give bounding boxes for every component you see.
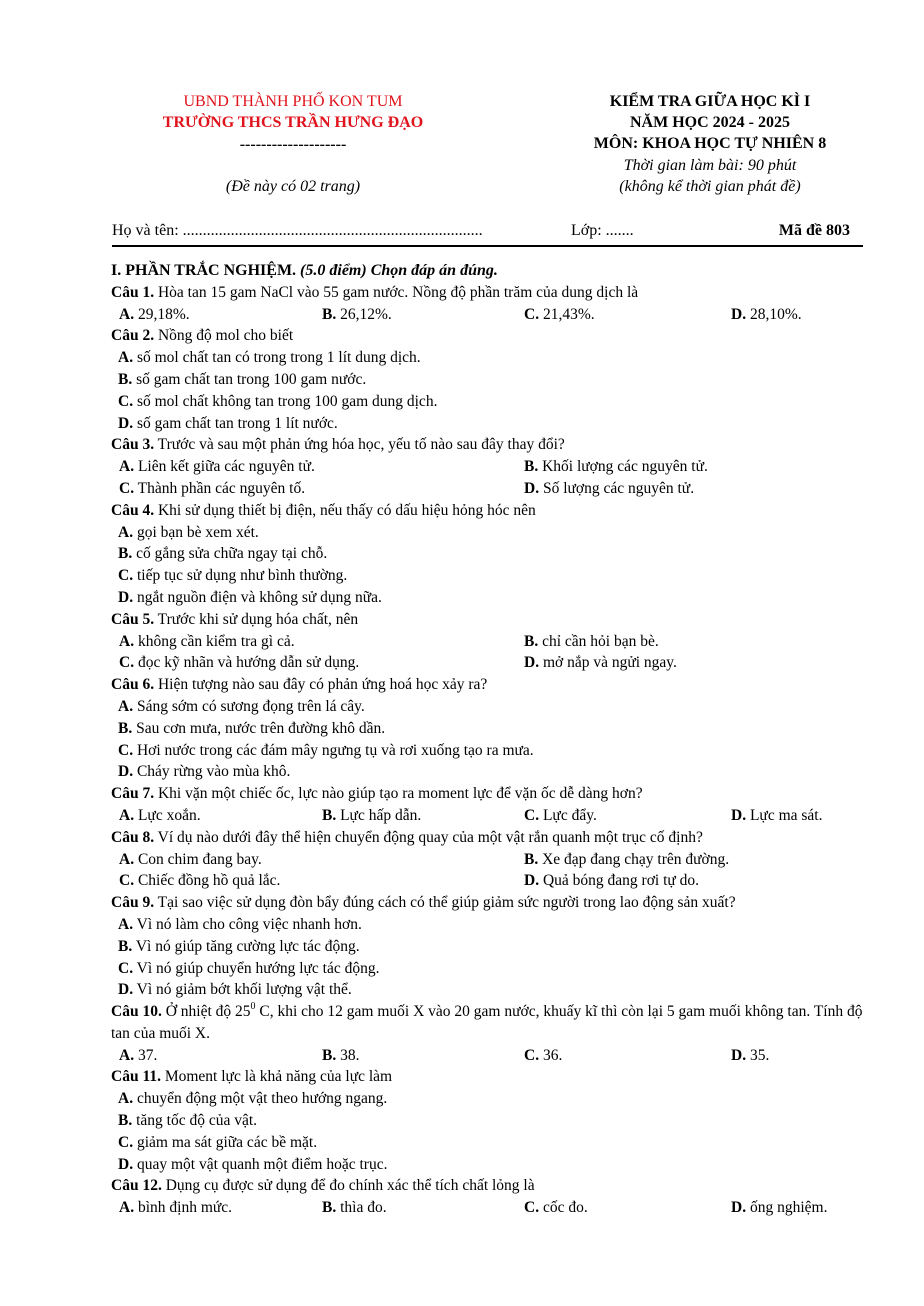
option-text: Vì nó giảm bớt khối lượng vật thể.: [133, 981, 352, 999]
option-letter: C.: [524, 1199, 540, 1217]
option-letter: C.: [118, 1133, 134, 1151]
school-year: NĂM HỌC 2024 - 2025: [630, 114, 790, 131]
option-letter: B.: [118, 545, 133, 563]
option-letter: B.: [322, 305, 337, 323]
option-text: giảm ma sát giữa các bề mặt.: [133, 1133, 318, 1151]
question-text: Trước và sau một phản ứng hóa học, yếu tố nào sau đây thay đổi?: [154, 436, 565, 454]
option-letter: D.: [731, 1046, 747, 1064]
options-grid: [111, 304, 863, 326]
option-d: [118, 1156, 387, 1173]
question-1: [111, 282, 863, 326]
option-letter: B.: [322, 1046, 337, 1064]
option-text: tiếp tục sử dụng như bình thường.: [133, 567, 348, 585]
question-10: [111, 1001, 863, 1066]
option-d: [524, 870, 699, 892]
option-a: [119, 304, 190, 326]
question-3: [111, 434, 863, 499]
option-text: mở nắp và ngửi ngay.: [539, 654, 677, 672]
option-letter: D.: [731, 806, 747, 824]
question-5: [111, 609, 863, 674]
option-text: 26,12%.: [336, 305, 392, 323]
option-letter: C.: [119, 654, 135, 672]
option-c: [119, 870, 280, 892]
option-letter: A.: [119, 806, 135, 824]
option-text: không cần kiểm tra gì cả.: [134, 632, 295, 650]
option-text: Số lượng các nguyên tử.: [539, 479, 695, 497]
option-a: [118, 1090, 387, 1107]
question-9: [111, 892, 863, 1001]
option-c: [118, 1134, 317, 1151]
subject: MÔN: KHOA HỌC TỰ NHIÊN 8: [593, 135, 827, 152]
option-d: [731, 805, 822, 827]
option-a: [119, 1197, 232, 1219]
option-c: [119, 478, 305, 500]
option-b: [322, 304, 392, 326]
exam-title: KIỂM TRA GIỮA HỌC KÌ I: [609, 93, 811, 110]
option-b: [118, 1112, 257, 1129]
option-text: Sau cơn mưa, nước trên đường khô dần.: [132, 719, 386, 737]
option-text: 36.: [539, 1046, 563, 1064]
option-text: 37.: [134, 1046, 158, 1064]
question-7: [111, 783, 863, 827]
header-divider: --------------------: [239, 136, 347, 153]
option-letter: A.: [119, 1199, 135, 1217]
student-name-field: Họ và tên: ...........................................................................: [112, 222, 483, 239]
option-b: [524, 456, 708, 478]
option-letter: D.: [524, 654, 540, 672]
option-text: cốc đo.: [539, 1199, 588, 1217]
option-a: [119, 456, 315, 478]
option-d: [524, 652, 677, 674]
question-list: [111, 282, 863, 1219]
question-label: Câu 6.: [111, 676, 155, 694]
question-stem: [111, 282, 863, 304]
section-title: I. PHẦN TRẮC NGHIỆM.: [111, 262, 297, 279]
option-text: số gam chất tan trong 1 lít nước.: [133, 414, 338, 432]
question-label: Câu 3.: [111, 436, 155, 454]
option-d: [731, 1197, 827, 1219]
option-letter: A.: [118, 915, 134, 933]
question-text: Nồng độ mol cho biết: [154, 327, 294, 345]
option-d: [524, 478, 694, 500]
option-text: 21,43%.: [539, 305, 595, 323]
option-a: [119, 805, 201, 827]
question-stem: [111, 325, 863, 347]
header-rule: [112, 245, 863, 247]
question-label: Câu 2.: [111, 327, 155, 345]
option-letter: A.: [119, 1046, 135, 1064]
option-a: [118, 349, 421, 366]
option-letter: D.: [118, 981, 134, 999]
option-letter: C.: [118, 959, 134, 977]
question-stem: [111, 609, 863, 631]
option-b: [524, 849, 729, 871]
question-8: [111, 827, 863, 892]
option-text: Vì nó làm cho công việc nhanh hơn.: [133, 915, 362, 933]
option-c: [118, 960, 380, 977]
option-b: [118, 545, 327, 562]
option-letter: C.: [119, 479, 135, 497]
option-text: Cháy rừng vào mùa khô.: [133, 763, 291, 781]
section-heading: [111, 260, 863, 282]
option-b: [322, 1197, 387, 1219]
options-list: [111, 522, 863, 609]
question-stem: [111, 674, 863, 696]
option-letter: D.: [118, 763, 134, 781]
option-text: chuyển động một vật theo hướng ngang.: [133, 1090, 388, 1108]
option-text: Vì nó giúp chuyển hướng lực tác động.: [133, 959, 380, 977]
option-text: ngắt nguồn điện và không sử dụng nữa.: [133, 588, 382, 606]
option-a: [119, 1045, 157, 1067]
option-letter: C.: [118, 741, 134, 759]
options-grid: [111, 1197, 863, 1219]
question-label: Câu 11.: [111, 1068, 161, 1086]
question-text: Khi vặn một chiếc ốc, lực nào giúp tạo ra moment lực để vặn ốc dễ dàng hơn?: [154, 785, 643, 803]
question-label: Câu 12.: [111, 1177, 162, 1195]
school-name: TRƯỜNG THCS TRẦN HƯNG ĐẠO: [162, 114, 424, 131]
option-text: quay một vật quanh một điểm hoặc trục.: [133, 1155, 388, 1173]
option-letter: D.: [731, 305, 747, 323]
option-text: 29,18%.: [134, 305, 190, 323]
option-text: số gam chất tan trong 100 gam nước.: [132, 370, 367, 388]
option-text: Chiếc đồng hồ quả lắc.: [134, 872, 281, 890]
option-d: [118, 415, 338, 432]
option-letter: D.: [524, 479, 540, 497]
exam-code: Mã đề 803: [778, 222, 850, 239]
option-text: Lực xoắn.: [134, 806, 201, 824]
option-text: Xe đạp đang chạy trên đường.: [538, 850, 730, 868]
option-letter: B.: [322, 806, 337, 824]
option-b: [118, 938, 360, 955]
question-stem: [111, 434, 863, 456]
option-letter: C.: [524, 1046, 540, 1064]
degree-superscript: 0: [250, 1000, 256, 1012]
question-text-continued: C, khi cho 12 gam muối X vào 20 gam nước, khuấy kĩ thì còn lại 5 gam muối không tan. Tính độ tan của muối X.: [111, 1003, 863, 1042]
question-text: Ví dụ nào dưới đây thể hiện chuyển động quay của một vật rắn quanh một trục cố định?: [154, 828, 703, 846]
option-letter: B.: [524, 850, 539, 868]
option-letter: A.: [118, 1090, 134, 1108]
option-text: 28,10%.: [746, 305, 802, 323]
options-grid: [111, 849, 863, 893]
option-c: [524, 805, 597, 827]
option-text: đọc kỹ nhãn và hướng dẫn sử dụng.: [134, 654, 360, 672]
question-text: Dụng cụ được sử dụng để đo chính xác thể tích chất lỏng là: [161, 1177, 535, 1195]
question-label: Câu 10.: [111, 1003, 162, 1021]
question-text: Khi sử dụng thiết bị điện, nếu thấy có dấu hiệu hỏng hóc nên: [154, 501, 536, 519]
question-stem: [111, 1175, 863, 1197]
option-letter: A.: [119, 632, 135, 650]
duration: Thời gian làm bài: 90 phút: [623, 157, 797, 174]
option-d: [118, 589, 382, 606]
question-6: [111, 674, 863, 783]
option-text: Vì nó giúp tăng cường lực tác động.: [132, 937, 360, 955]
question-text: Ở nhiệt độ 25: [161, 1003, 251, 1021]
option-text: Quả bóng đang rơi tự do.: [539, 872, 700, 890]
option-letter: B.: [322, 1199, 337, 1217]
question-text: Tại sao việc sử dụng đòn bẩy đúng cách có thể giúp giảm sức người trong lao động sản xuất?: [154, 894, 736, 912]
options-grid: [111, 456, 863, 500]
option-letter: D.: [118, 414, 134, 432]
option-text: cố gắng sửa chữa ngay tại chỗ.: [132, 545, 328, 563]
option-text: Con chim đang bay.: [134, 850, 262, 868]
question-label: Câu 8.: [111, 828, 155, 846]
pages-note: (Đề này có 02 trang): [225, 178, 361, 195]
option-c: [118, 567, 347, 584]
option-text: Lực ma sát.: [746, 806, 823, 824]
option-text: gọi bạn bè xem xét.: [133, 523, 259, 541]
option-a: [119, 631, 295, 653]
options-grid: [111, 1045, 863, 1067]
option-text: Sáng sớm có sương đọng trên lá cây.: [133, 697, 365, 715]
question-2: [111, 325, 863, 434]
option-letter: A.: [119, 850, 135, 868]
duration-note: (không kể thời gian phát đề): [619, 178, 801, 195]
options-list: [111, 1088, 863, 1175]
option-text: bình định mức.: [134, 1199, 233, 1217]
options-grid: [111, 631, 863, 675]
question-label: Câu 4.: [111, 501, 155, 519]
options-list: [111, 696, 863, 783]
option-a: [118, 698, 365, 715]
option-b: [524, 631, 659, 653]
question-stem: [111, 783, 863, 805]
option-c: [524, 1045, 562, 1067]
option-c: [119, 652, 359, 674]
option-letter: C.: [118, 392, 134, 410]
question-text: Moment lực là khả năng của lực làm: [160, 1068, 393, 1086]
option-text: 38.: [336, 1046, 360, 1064]
option-text: Khối lượng các nguyên tử.: [538, 458, 708, 476]
option-letter: B.: [524, 632, 539, 650]
question-11: [111, 1066, 863, 1175]
option-b: [118, 371, 366, 388]
option-letter: B.: [118, 937, 133, 955]
question-12: [111, 1175, 863, 1219]
option-text: số mol chất tan có trong trong 1 lít dung dịch.: [133, 349, 421, 367]
option-letter: B.: [118, 1112, 133, 1130]
question-stem: [111, 500, 863, 522]
question-stem: [111, 892, 863, 914]
exam-content: [111, 260, 863, 1219]
option-letter: D.: [524, 872, 540, 890]
option-letter: A.: [119, 458, 135, 476]
options-grid: [111, 805, 863, 827]
option-c: [118, 742, 534, 759]
option-text: số mol chất không tan trong 100 gam dung dịch.: [133, 392, 438, 410]
option-a: [118, 524, 259, 541]
option-letter: C.: [119, 872, 135, 890]
option-letter: A.: [118, 349, 134, 367]
option-text: Lực đẩy.: [539, 806, 597, 824]
option-d: [731, 304, 802, 326]
option-letter: B.: [118, 719, 133, 737]
question-stem: [111, 1001, 863, 1045]
option-text: Liên kết giữa các nguyên tử.: [134, 458, 315, 476]
option-d: [731, 1045, 769, 1067]
option-letter: D.: [118, 588, 134, 606]
class-field: Lớp: .......: [571, 222, 634, 239]
question-label: Câu 7.: [111, 785, 155, 803]
option-a: [119, 849, 262, 871]
option-letter: B.: [524, 458, 539, 476]
department-name: UBND THÀNH PHỐ KON TUM: [183, 93, 403, 110]
option-letter: D.: [731, 1199, 747, 1217]
options-list: [111, 347, 863, 434]
option-a: [118, 916, 362, 933]
option-d: [118, 763, 290, 780]
option-letter: D.: [118, 1155, 134, 1173]
question-label: Câu 9.: [111, 894, 155, 912]
option-c: [524, 304, 595, 326]
option-text: Thành phần các nguyên tố.: [134, 479, 306, 497]
option-b: [322, 1045, 359, 1067]
question-label: Câu 5.: [111, 610, 155, 628]
option-text: 35.: [746, 1046, 770, 1064]
option-text: chỉ cần hỏi bạn bè.: [538, 632, 659, 650]
option-text: tăng tốc độ của vật.: [132, 1112, 258, 1130]
question-text: Trước khi sử dụng hóa chất, nên: [154, 610, 359, 628]
option-letter: C.: [118, 567, 134, 585]
question-text: Hiện tượng nào sau đây có phản ứng hoá học xảy ra?: [154, 676, 488, 694]
option-letter: A.: [118, 697, 134, 715]
option-letter: A.: [119, 305, 135, 323]
question-label: Câu 1.: [111, 283, 155, 301]
option-d: [118, 981, 352, 998]
option-letter: B.: [118, 370, 133, 388]
option-text: ống nghiệm.: [746, 1199, 828, 1217]
question-text: Hòa tan 15 gam NaCl vào 55 gam nước. Nồng độ phần trăm của dung dịch là: [154, 283, 639, 301]
question-stem: [111, 827, 863, 849]
option-b: [118, 720, 385, 737]
option-letter: C.: [524, 806, 540, 824]
option-text: Hơi nước trong các đám mây ngưng tụ và rơi xuống tạo ra mưa.: [133, 741, 534, 759]
section-note: (5.0 điểm) Chọn đáp án đúng.: [296, 262, 498, 279]
options-list: [111, 914, 863, 1001]
option-letter: C.: [524, 305, 540, 323]
option-text: thìa đo.: [336, 1199, 387, 1217]
option-c: [118, 393, 437, 410]
option-letter: A.: [118, 523, 134, 541]
question-4: [111, 500, 863, 609]
question-stem: [111, 1066, 863, 1088]
option-c: [524, 1197, 588, 1219]
option-b: [322, 805, 421, 827]
option-text: Lực hấp dẫn.: [336, 806, 422, 824]
